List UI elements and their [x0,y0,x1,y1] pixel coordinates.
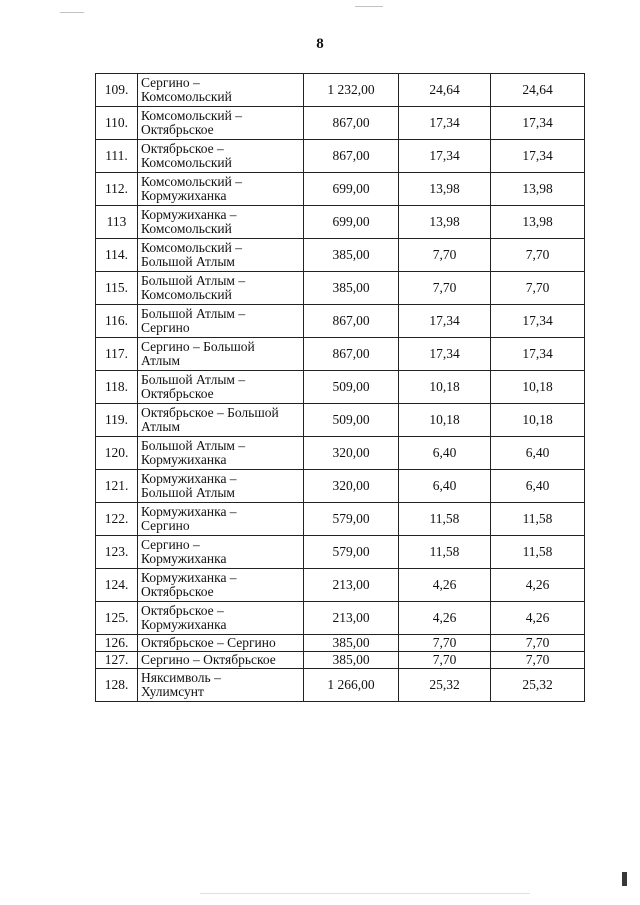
value-cell-1: 385,00 [304,635,399,652]
value-cell-3: 7,70 [491,239,585,272]
value-cell-3: 17,34 [491,107,585,140]
value-cell-2: 7,70 [399,272,491,305]
value-cell-1: 385,00 [304,652,399,669]
scan-speck [355,6,383,7]
table-row [96,536,585,569]
value-cell-2: 17,34 [399,107,491,140]
route-cell [138,140,304,173]
table-row [96,140,585,173]
value-cell-1: 867,00 [304,305,399,338]
route-cell [138,272,304,305]
route-line: Кормужиханка [141,551,227,566]
value-cell-1: 699,00 [304,173,399,206]
fare-table-body [96,74,585,702]
table-row [96,503,585,536]
scan-speck [60,12,84,13]
route-line: Сергино [141,320,190,335]
route-cell [138,569,304,602]
route-line: Октябрьское – Большой [141,405,279,420]
route-cell [138,338,304,371]
value-cell-1: 867,00 [304,338,399,371]
value-cell-1: 867,00 [304,107,399,140]
value-cell-1: 509,00 [304,404,399,437]
value-cell-2: 10,18 [399,371,491,404]
value-cell-3: 10,18 [491,404,585,437]
route-line: Сергино – Октябрьское [141,652,276,667]
table-row [96,404,585,437]
route-line: Комсомольский [141,155,232,170]
route-line: Атлым [141,353,180,368]
route-cell [138,206,304,239]
route-line: Большой Атлым – [141,438,246,453]
route-line: Октябрьское [141,386,214,401]
row-number: 113 [96,206,138,239]
value-cell-2: 7,70 [399,239,491,272]
route-cell [138,536,304,569]
route-line: Большой Атлым – [141,372,246,387]
route-line: Сергино – [141,537,200,552]
route-line: Сергино – [141,75,200,90]
table-row [96,437,585,470]
route-cell [138,635,304,652]
row-number: 127. [96,652,138,669]
value-cell-3: 25,32 [491,669,585,702]
row-number: 122. [96,503,138,536]
table-row [96,652,585,669]
row-number: 110. [96,107,138,140]
table-row [96,74,585,107]
route-cell [138,239,304,272]
scan-speck [622,872,627,886]
table-row [96,371,585,404]
route-line: Кормужиханка – [141,504,237,519]
value-cell-3: 13,98 [491,206,585,239]
route-line: Комсомольский – [141,108,242,123]
value-cell-2: 6,40 [399,470,491,503]
value-cell-3: 13,98 [491,173,585,206]
route-line: Комсомольский [141,221,232,236]
route-line: Октябрьское – [141,141,224,156]
route-line: Кормужиханка – [141,570,237,585]
table-row [96,635,585,652]
route-line: Большой Атлым [141,254,235,269]
value-cell-2: 17,34 [399,338,491,371]
row-number: 116. [96,305,138,338]
table-row [96,602,585,635]
table-row [96,173,585,206]
value-cell-2: 4,26 [399,569,491,602]
value-cell-3: 4,26 [491,569,585,602]
page-number: 8 [316,36,324,52]
route-line: Большой Атлым [141,485,235,500]
value-cell-3: 11,58 [491,503,585,536]
value-cell-1: 1 232,00 [304,74,399,107]
value-cell-1: 385,00 [304,272,399,305]
value-cell-3: 7,70 [491,272,585,305]
value-cell-1: 320,00 [304,470,399,503]
value-cell-3: 17,34 [491,305,585,338]
value-cell-2: 7,70 [399,652,491,669]
value-cell-1: 213,00 [304,569,399,602]
value-cell-3: 7,70 [491,635,585,652]
table-row [96,272,585,305]
row-number: 120. [96,437,138,470]
route-cell [138,470,304,503]
route-line: Комсомольский [141,287,232,302]
row-number: 115. [96,272,138,305]
value-cell-2: 11,58 [399,503,491,536]
row-number: 121. [96,470,138,503]
route-line: Октябрьское [141,122,214,137]
value-cell-3: 6,40 [491,437,585,470]
row-number: 109. [96,74,138,107]
row-number: 128. [96,669,138,702]
value-cell-2: 25,32 [399,669,491,702]
table-row [96,107,585,140]
route-cell [138,652,304,669]
value-cell-2: 6,40 [399,437,491,470]
value-cell-3: 6,40 [491,470,585,503]
table-row [96,338,585,371]
route-cell [138,371,304,404]
row-number: 123. [96,536,138,569]
value-cell-1: 699,00 [304,206,399,239]
table-row [96,669,585,702]
row-number: 119. [96,404,138,437]
value-cell-2: 13,98 [399,173,491,206]
value-cell-3: 17,34 [491,338,585,371]
value-cell-2: 7,70 [399,635,491,652]
route-line: Атлым [141,419,180,434]
route-cell [138,669,304,702]
route-line: Кормужиханка – [141,471,237,486]
value-cell-1: 385,00 [304,239,399,272]
value-cell-1: 213,00 [304,602,399,635]
table-row [96,206,585,239]
value-cell-3: 7,70 [491,652,585,669]
row-number: 124. [96,569,138,602]
value-cell-2: 24,64 [399,74,491,107]
value-cell-1: 579,00 [304,536,399,569]
route-line: Октябрьское – [141,603,224,618]
value-cell-1: 867,00 [304,140,399,173]
route-line: Кормужиханка – [141,207,237,222]
value-cell-2: 4,26 [399,602,491,635]
row-number: 118. [96,371,138,404]
row-number: 112. [96,173,138,206]
route-cell [138,173,304,206]
route-cell [138,404,304,437]
route-line: Хулимсунт [141,684,204,699]
row-number: 111. [96,140,138,173]
value-cell-3: 10,18 [491,371,585,404]
route-line: Кормужиханка [141,617,227,632]
value-cell-2: 10,18 [399,404,491,437]
value-cell-1: 1 266,00 [304,669,399,702]
value-cell-1: 579,00 [304,503,399,536]
value-cell-1: 509,00 [304,371,399,404]
table-row [96,305,585,338]
row-number: 126. [96,635,138,652]
route-line: Комсомольский – [141,174,242,189]
route-cell [138,503,304,536]
route-cell [138,305,304,338]
route-line: Комсомольский – [141,240,242,255]
route-cell [138,74,304,107]
fare-table [95,73,585,702]
row-number: 117. [96,338,138,371]
route-line: Сергино – Большой [141,339,255,354]
value-cell-3: 4,26 [491,602,585,635]
route-line: Большой Атлым – [141,273,246,288]
route-cell [138,602,304,635]
value-cell-1: 320,00 [304,437,399,470]
route-line: Комсомольский [141,89,232,104]
row-number: 114. [96,239,138,272]
value-cell-3: 11,58 [491,536,585,569]
value-cell-3: 17,34 [491,140,585,173]
table-row [96,470,585,503]
table-row [96,239,585,272]
route-line: Октябрьское – Сергино [141,635,276,650]
route-cell [138,107,304,140]
value-cell-2: 11,58 [399,536,491,569]
route-line: Кормужиханка [141,188,227,203]
scan-speck [200,893,530,894]
value-cell-3: 24,64 [491,74,585,107]
value-cell-2: 17,34 [399,140,491,173]
route-line: Няксимволь – [141,670,221,685]
row-number: 125. [96,602,138,635]
route-line: Сергино [141,518,190,533]
route-cell [138,437,304,470]
table-row [96,569,585,602]
route-line: Кормужиханка [141,452,227,467]
route-line: Большой Атлым – [141,306,246,321]
value-cell-2: 13,98 [399,206,491,239]
value-cell-2: 17,34 [399,305,491,338]
route-line: Октябрьское [141,584,214,599]
